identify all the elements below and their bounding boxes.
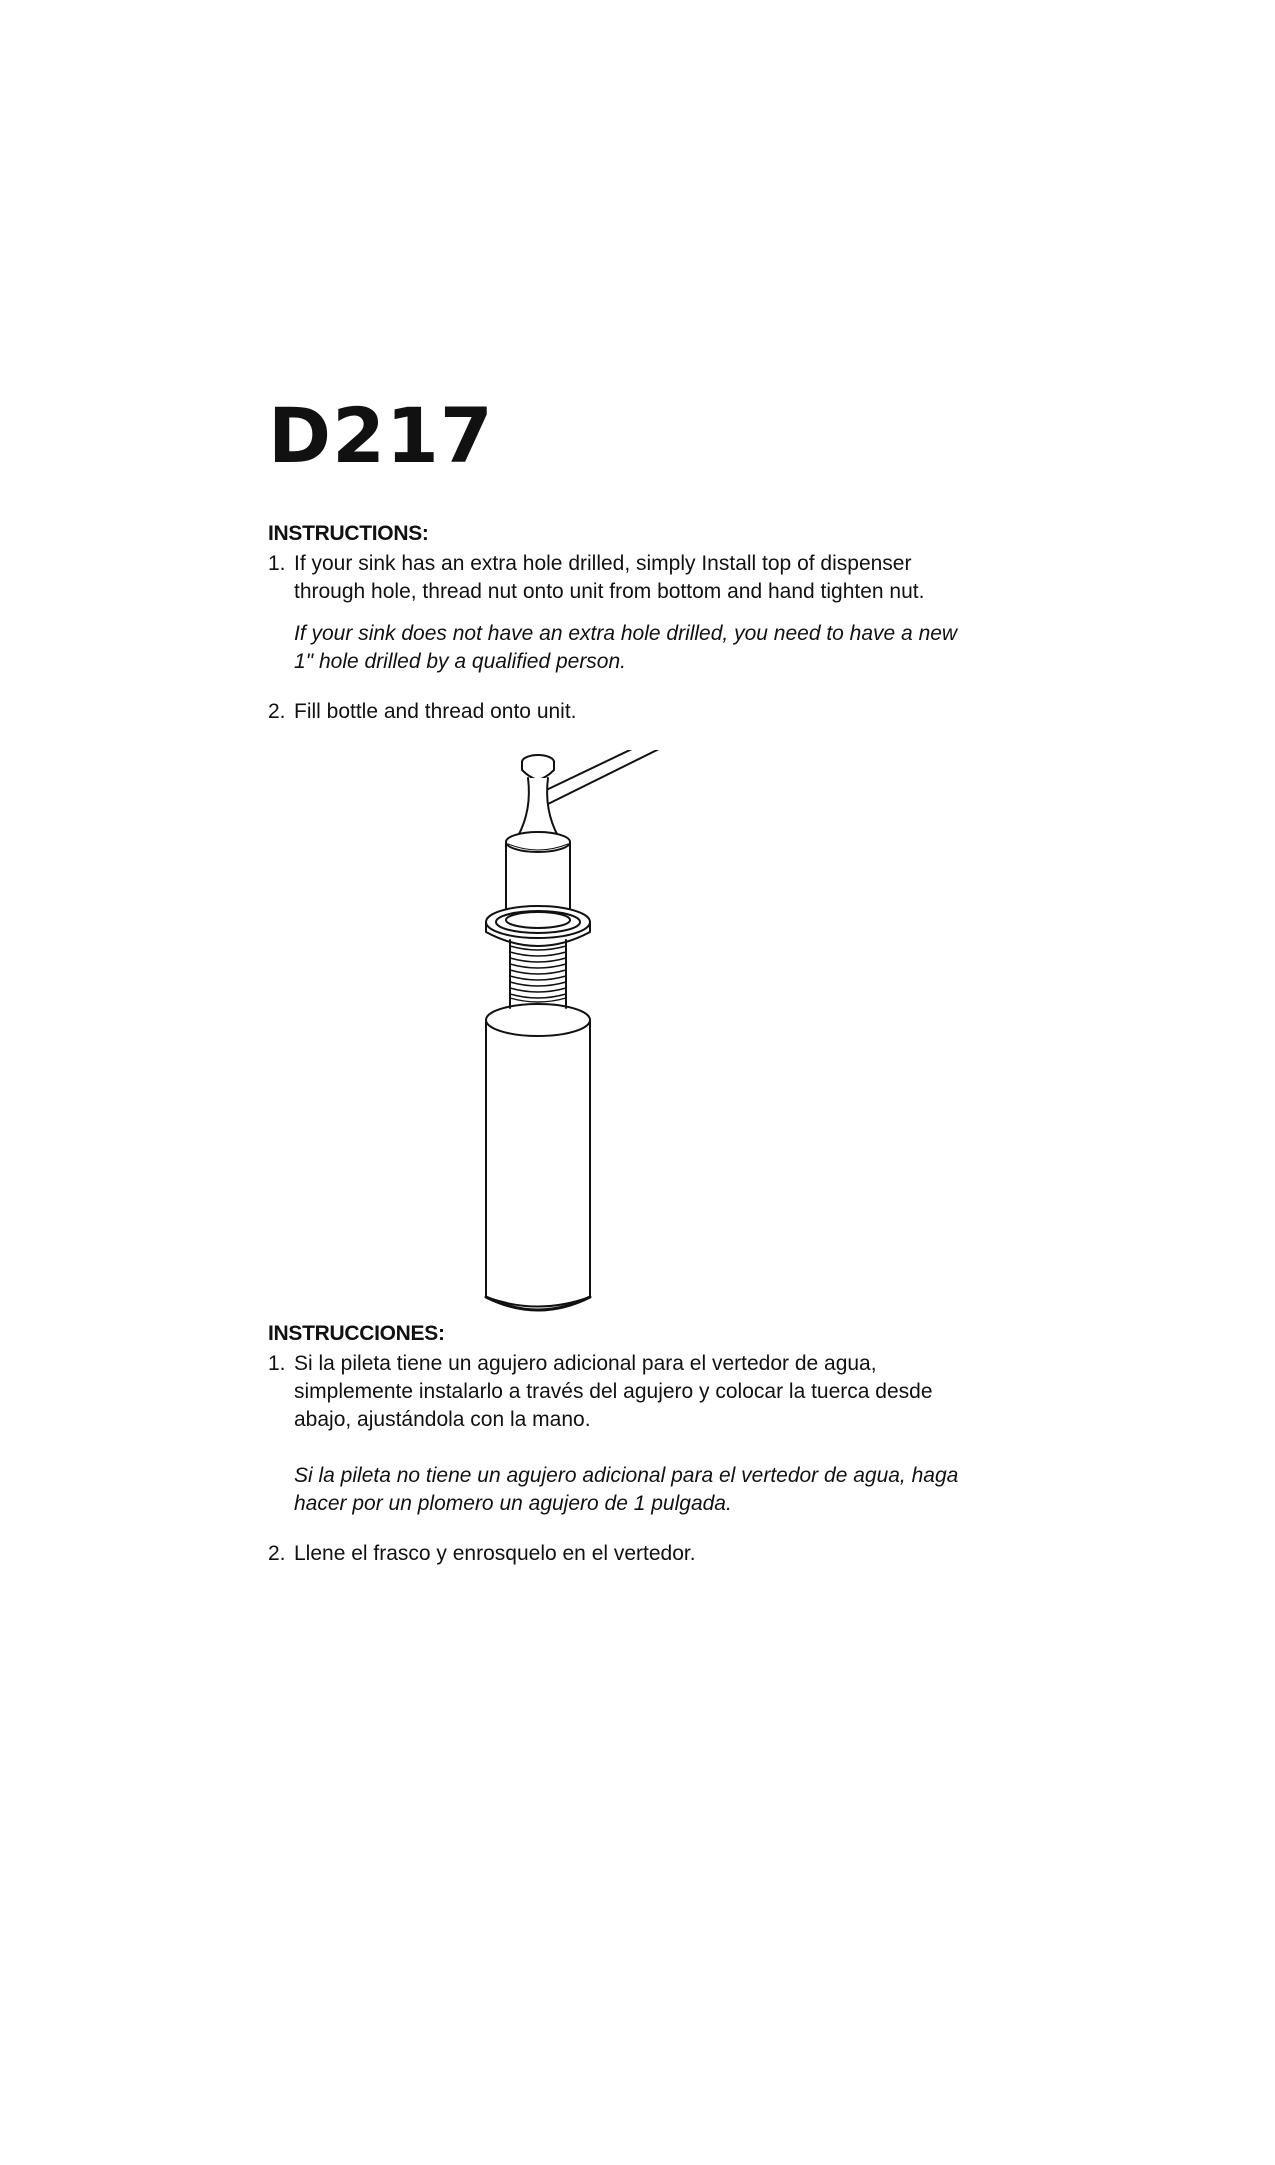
soap-dispenser-icon [480,750,700,1320]
step-text: Si la pileta tiene un agujero adicional para el vertedor de agua, simplemente instalarlo a través del agujero y colocar la tuerca desde abajo, ajustándola con la mano. [294,1352,933,1431]
instrucciones-heading: INSTRUCCIONES: [268,1322,445,1345]
step-number: 2. [268,1542,286,1565]
english-instructions [268,520,968,726]
nota-agujero: Si la pileta no tiene un agujero adicional para el vertedor de agua, haga hacer por un plomero un agujero de 1 pulgada. [294,1464,959,1515]
step-number: 1. [268,552,286,575]
spanish-instructions [268,1320,968,1568]
paso-1 [268,1350,968,1434]
hole-note: If your sink does not have an extra hole drilled, you need to have a new 1" hole drilled by a qualified person. [294,622,958,673]
step-text: Llene el frasco y enrosquelo en el vertedor. [294,1542,696,1565]
instructions-heading: INSTRUCTIONS: [268,522,429,545]
step-1 [268,550,968,606]
step-text: Fill bottle and thread onto unit. [294,700,577,723]
paso-2 [268,1540,968,1568]
step-number: 2. [268,700,286,723]
step-2 [268,698,968,726]
model-number: D217 [268,391,494,480]
step-text: If your sink has an extra hole drilled, simply Install top of dispenser through hole, thread nut onto unit from bottom and hand tighten nut. [294,552,925,603]
step-number: 1. [268,1352,286,1375]
